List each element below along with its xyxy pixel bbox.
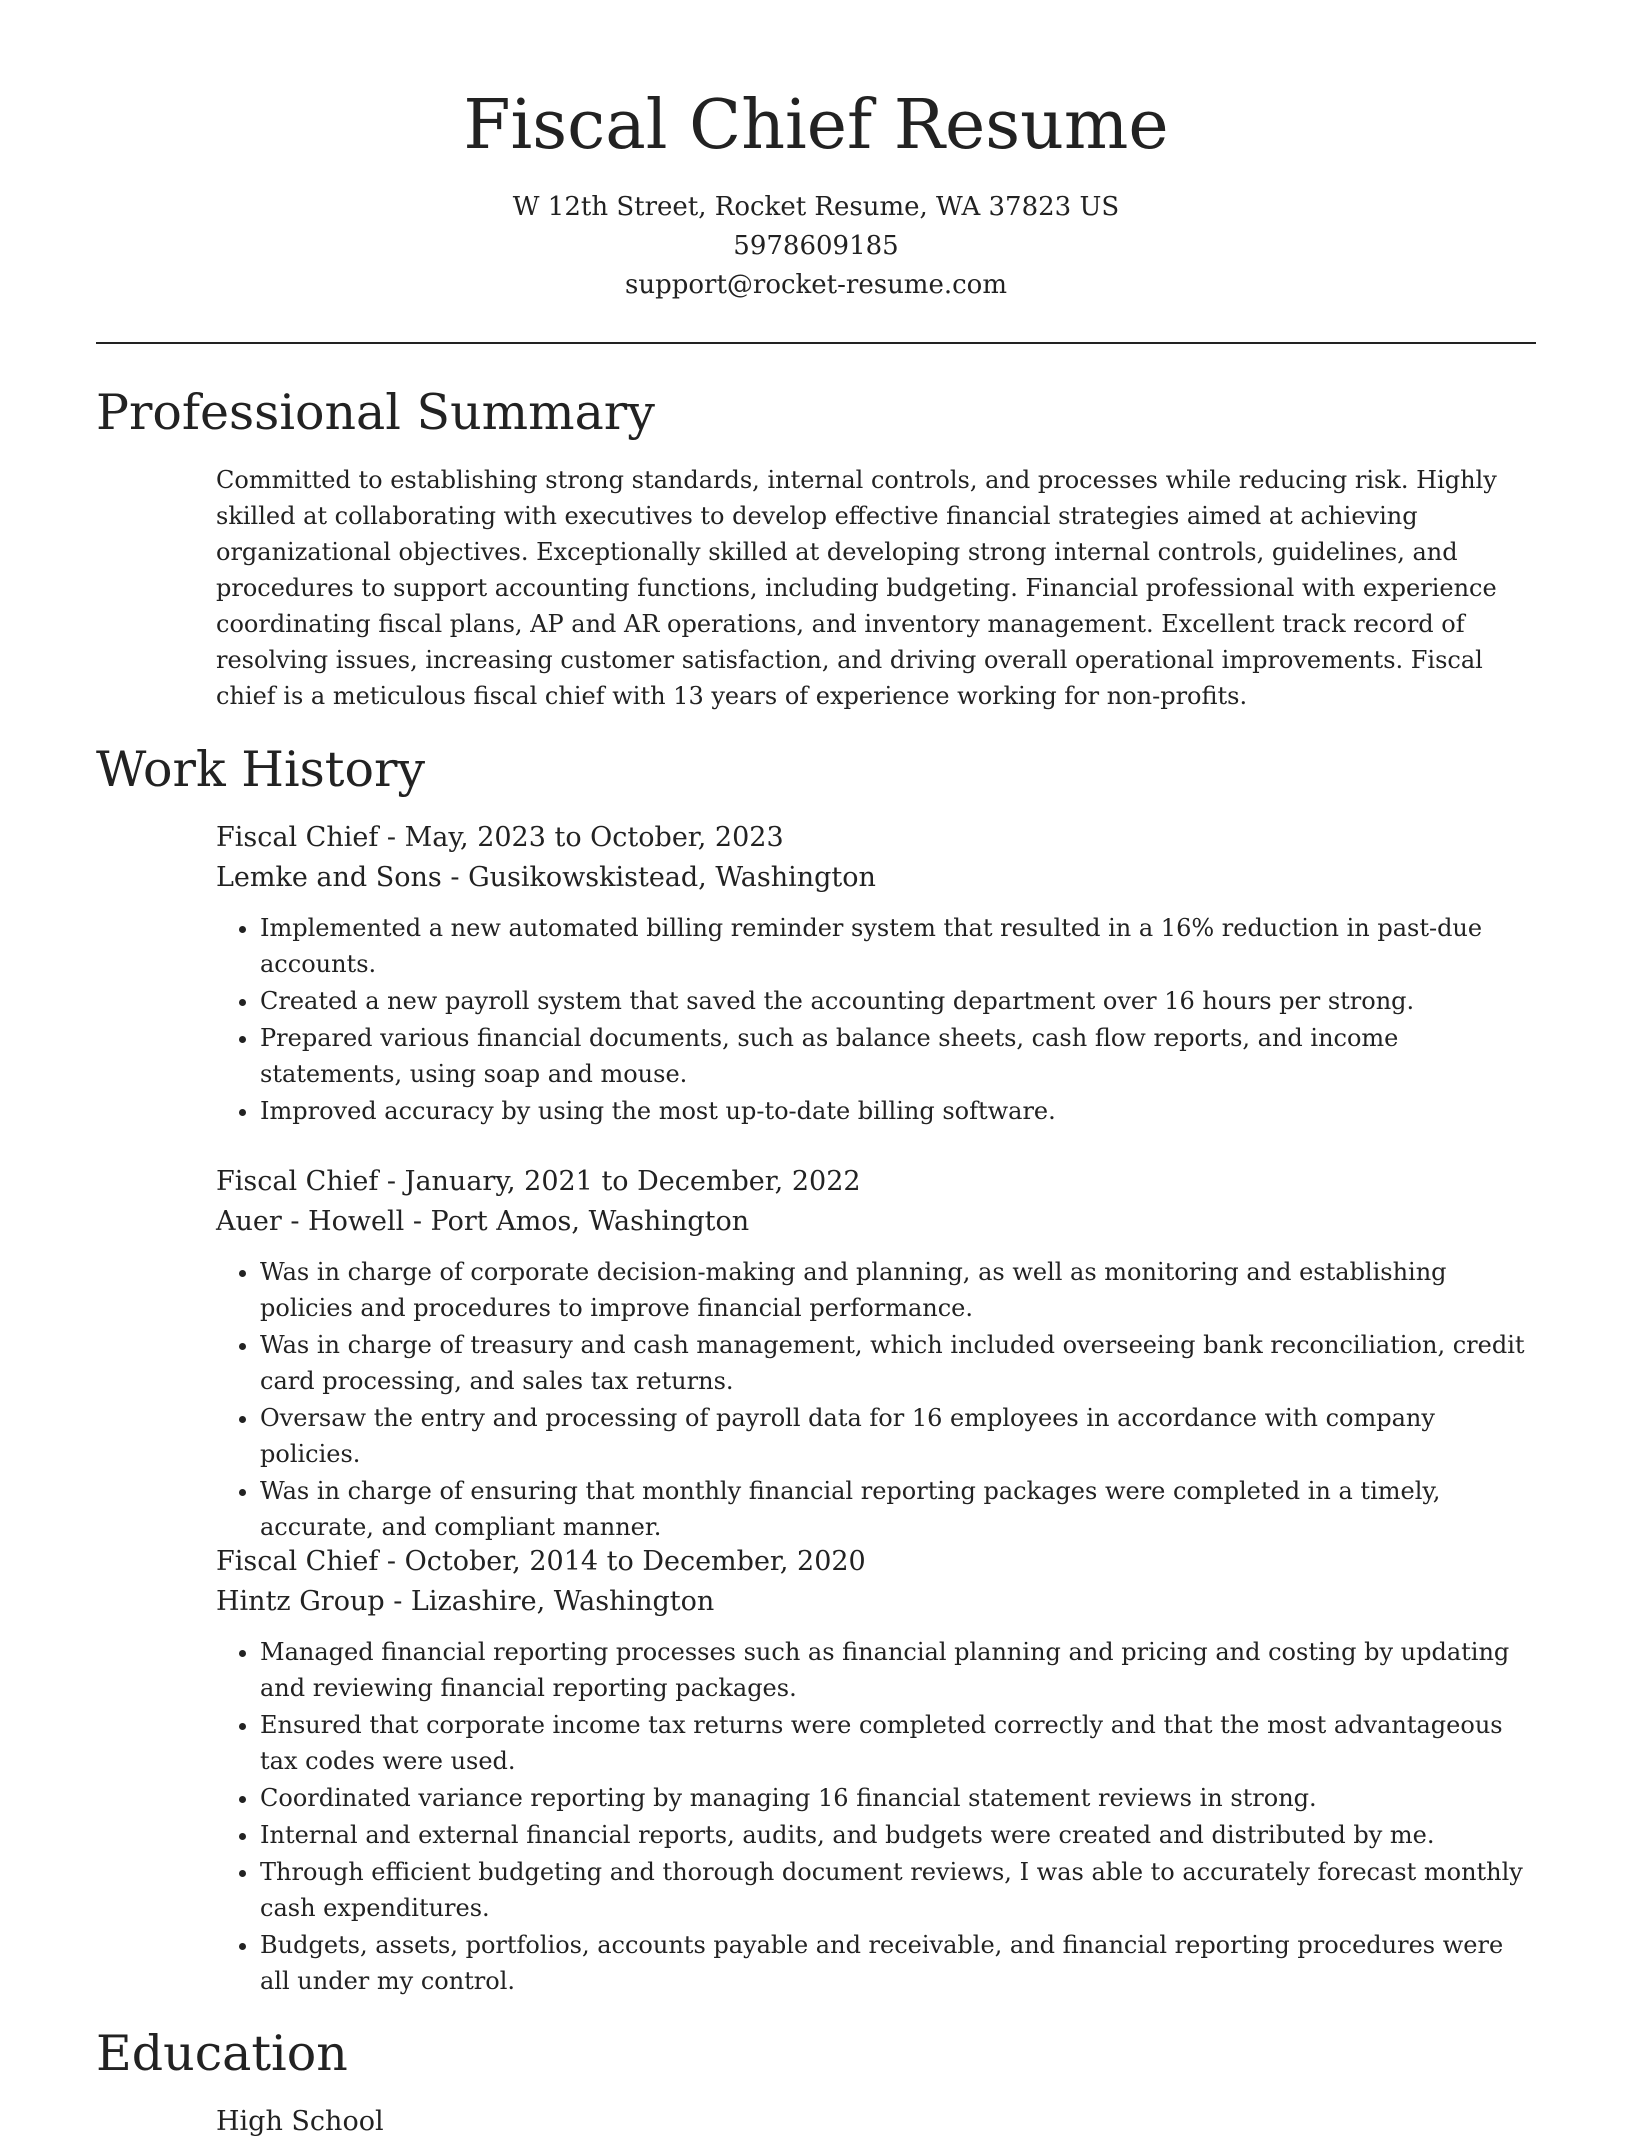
job-bullet: • Was in charge of corporate decision-making and planning, as well as monitoring and establishing policies and procedures to improve financial performance.: [260, 1254, 1536, 1326]
job-bullet: • Created a new payroll system that saved the accounting department over 16 hours per strong.: [260, 983, 1536, 1019]
job-bullet: • Prepared various financial documents, such as balance sheets, cash flow reports, and income statements, using soap and mouse.: [260, 1020, 1536, 1092]
job-bullet: • Managed financial reporting processes such as financial planning and pricing and costing by updating and reviewing financial reporting packages.: [260, 1634, 1536, 1706]
job-entry: [216, 1162, 1536, 1546]
job-company: Auer - Howell: [216, 1206, 405, 1237]
education-item: High School: [216, 2106, 384, 2137]
job-entry: [216, 818, 1536, 1130]
job-company: Lemke and Sons: [216, 862, 442, 893]
contact-phone: 5978609185: [733, 231, 899, 261]
job-entry: [216, 1542, 1536, 2000]
job-location: - Gusikowskistead, Washington: [441, 862, 876, 893]
job-bullet: • Through efficient budgeting and thorough document reviews, I was able to accurately forecast monthly cash expenditures.: [260, 1854, 1536, 1926]
section-title-work-history: Work History: [96, 741, 426, 798]
header-divider: [96, 342, 1536, 344]
job-bullets: [216, 910, 1536, 1129]
resume-header: [0, 0, 1632, 305]
job-bullet: • Implemented a new automated billing reminder system that resulted in a 16% reduction in past-due accounts.: [260, 910, 1536, 982]
section-title-summary: Professional Summary: [96, 384, 655, 441]
job-location: - Lizashire, Washington: [384, 1586, 715, 1617]
job-dates: - May, 2023 to October, 2023: [378, 822, 784, 853]
job-bullet: • Oversaw the entry and processing of payroll data for 16 employees in accordance with company policies.: [260, 1400, 1536, 1472]
job-location: - Port Amos, Washington: [404, 1206, 750, 1237]
job-bullet: • Improved accuracy by using the most up-to-date billing software.: [260, 1093, 1536, 1129]
job-bullet: • Coordinated variance reporting by managing 16 financial statement reviews in strong.: [260, 1780, 1536, 1816]
job-role: Fiscal Chief: [216, 1166, 379, 1197]
job-bullet: • Budgets, assets, portfolios, accounts payable and receivable, and financial reporting procedures were all under my control.: [260, 1927, 1536, 1999]
job-title-line: [216, 818, 1536, 858]
job-company-line: [216, 1582, 1536, 1622]
contact-address: W 12th Street, Rocket Resume, WA 37823 US: [512, 192, 1120, 222]
job-bullet: • Ensured that corporate income tax returns were completed correctly and that the most advantageous tax codes were used.: [260, 1707, 1536, 1779]
job-company: Hintz Group: [216, 1586, 385, 1617]
job-bullets: [216, 1634, 1536, 1999]
job-dates: - January, 2021 to December, 2022: [378, 1166, 861, 1197]
job-title-line: [216, 1542, 1536, 1582]
summary-text: Committed to establishing strong standards, internal controls, and processes while reducing risk. Highly skilled at collaborating with executives to develop effective financial strategies aimed at achieving organizational objectives. Exceptionally skilled at developing strong internal controls, guidelines, and procedures to support accounting functions, including budgeting. Financial professional with experience coordinating fiscal plans, AP and AR operations, and inventory management. Excellent track record of resolving issues, increasing customer satisfaction, and driving overall operational improvements. Fiscal chief is a meticulous fiscal chief with 13 years of experience working for non-profits.: [216, 466, 1497, 710]
job-dates: - October, 2014 to December, 2020: [378, 1546, 866, 1577]
section-title-education: Education: [96, 2025, 348, 2082]
contact-block: [0, 188, 1632, 305]
job-title-line: [216, 1162, 1536, 1202]
contact-email[interactable]: support@rocket-resume.com: [624, 270, 1007, 300]
job-bullet: • Internal and external financial reports, audits, and budgets were created and distributed by me.: [260, 1817, 1536, 1853]
job-role: Fiscal Chief: [216, 1546, 379, 1577]
job-bullets: [216, 1254, 1536, 1545]
job-bullet: • Was in charge of ensuring that monthly financial reporting packages were completed in a timely, accurate, and compliant manner.: [260, 1473, 1536, 1545]
job-role: Fiscal Chief: [216, 822, 379, 853]
job-company-line: [216, 858, 1536, 898]
job-company-line: [216, 1202, 1536, 1242]
resume-title: Fiscal Chief Resume: [463, 86, 1169, 165]
job-bullet: • Was in charge of treasury and cash management, which included overseeing bank reconciliation, credit card processing, and sales tax returns.: [260, 1327, 1536, 1399]
